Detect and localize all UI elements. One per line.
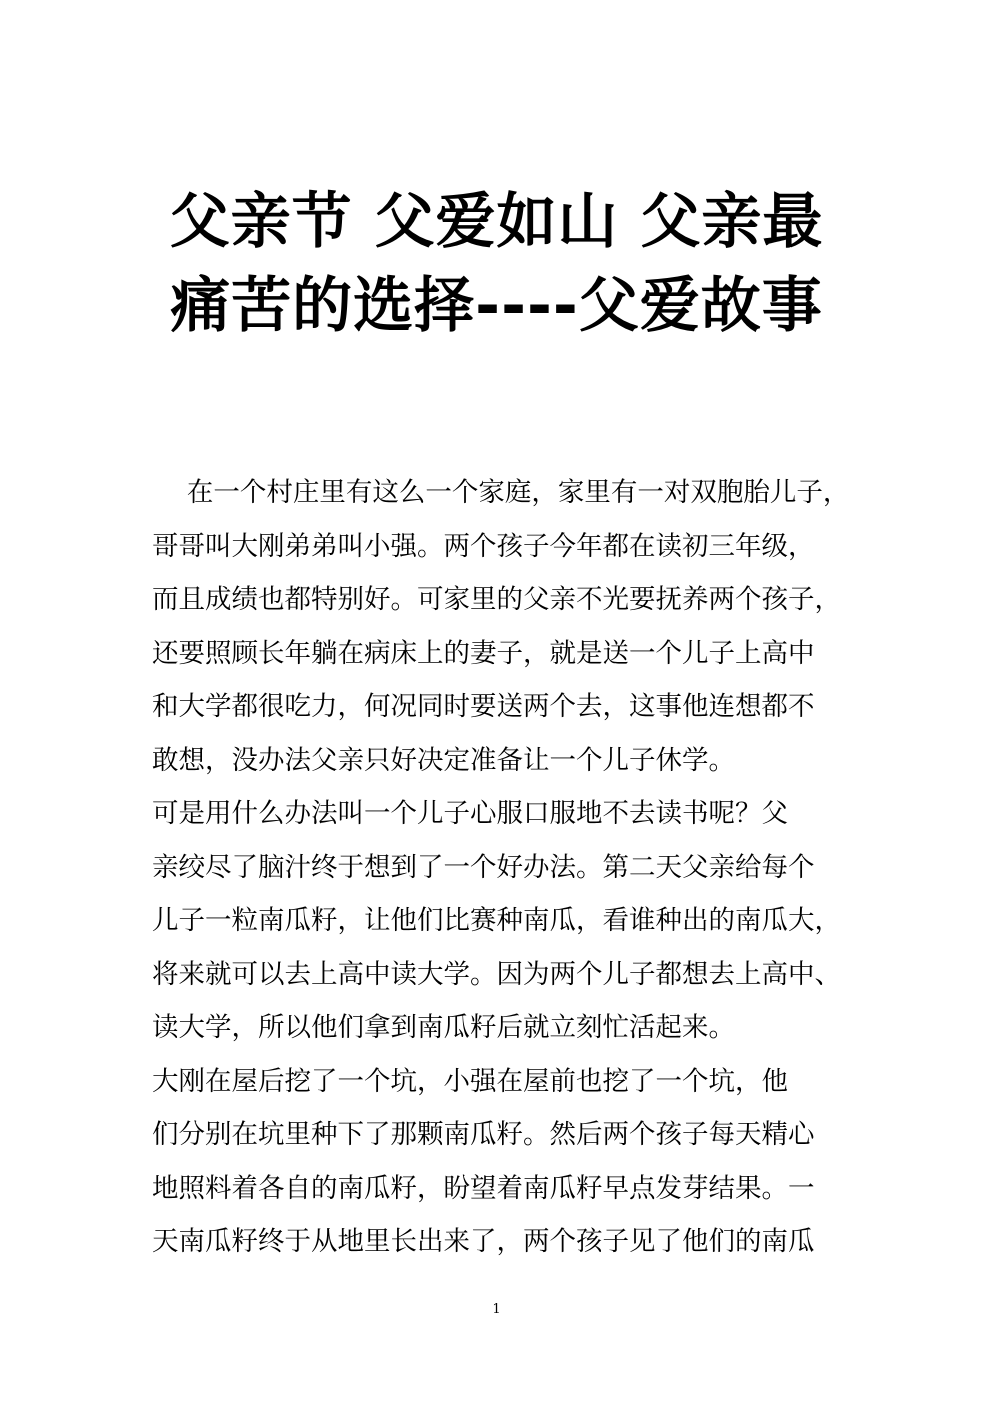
- body-line: 而且成绩也都特别好。可家里的父亲不光要抚养两个孩子，: [152, 584, 841, 615]
- body-line: 地照料着各自的南瓜籽，盼望着南瓜籽早点发芽结果。一: [152, 1172, 815, 1204]
- body-line: 可是用什么办法叫一个儿子心服口服地不去读书呢？父: [152, 798, 788, 829]
- body-line: 哥哥叫大刚弟弟叫小强。两个孩子今年都在读初三年级，: [152, 530, 815, 562]
- body-line: 和大学都很吃力，何况同时要送两个去，这事他连想都不: [152, 691, 815, 722]
- body-line: 们分别在坑里种下了那颗南瓜籽。然后两个孩子每天精心: [152, 1119, 815, 1150]
- body-line: 还要照顾长年躺在病床上的妻子，就是送一个儿子上高中: [152, 637, 815, 669]
- body-text: [152, 466, 872, 1269]
- body-line: 在一个村庄里有这么一个家庭，家里有一对双胞胎儿子，: [152, 477, 850, 508]
- document-title: [0, 180, 993, 348]
- title-line-2: 痛苦的选择----父爱故事: [170, 271, 823, 341]
- body-line: 儿子一粒南瓜籽，让他们比赛种南瓜，看谁种出的南瓜大，: [152, 905, 841, 936]
- body-line: 亲绞尽了脑汁终于想到了一个好办法。第二天父亲给每个: [152, 851, 815, 883]
- body-line: 将来就可以去上高中读大学。因为两个儿子都想去上高中、: [152, 958, 841, 990]
- body-line: 敢想，没办法父亲只好决定准备让一个儿子休学。: [152, 744, 735, 776]
- title-line-1: 父亲节 父爱如山 父亲最: [169, 187, 824, 257]
- body-line: 天南瓜籽终于从地里长出来了，两个孩子见了他们的南瓜: [152, 1226, 815, 1257]
- body-line: 读大学，所以他们拿到南瓜籽后就立刻忙活起来。: [152, 1012, 735, 1043]
- body-line: 大刚在屋后挖了一个坑，小强在屋前也挖了一个坑，他: [152, 1065, 788, 1097]
- page-number: 1: [492, 1302, 501, 1317]
